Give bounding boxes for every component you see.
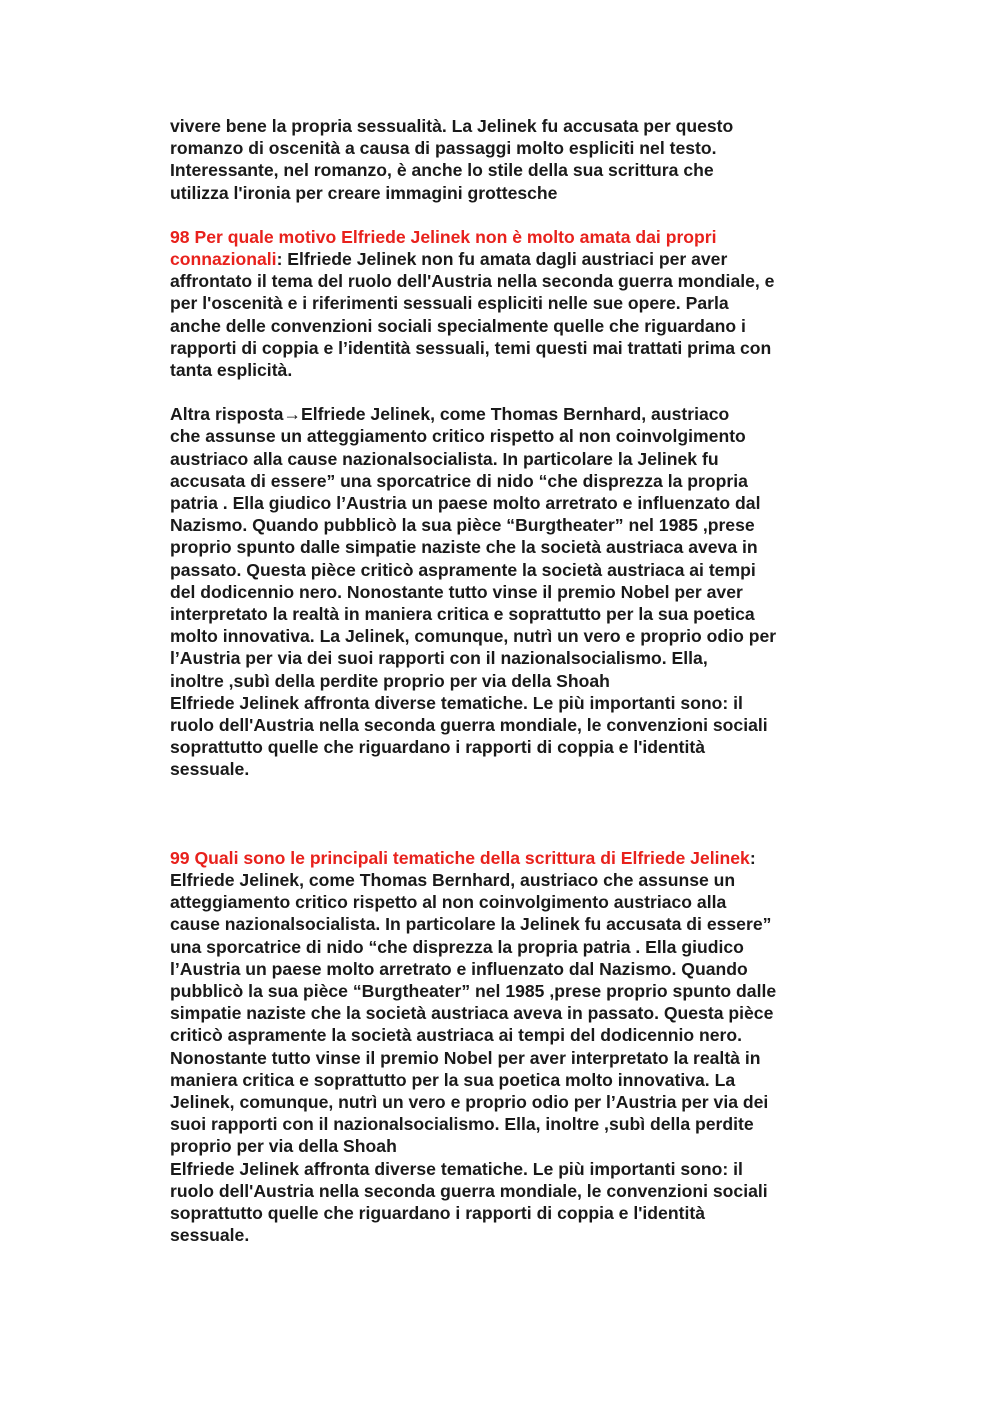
question-99 xyxy=(170,847,840,1158)
question-99-heading: 99 Quali sono le principali tematiche della scrittura di Elfriede Jelinek xyxy=(170,847,750,868)
question-98-heading: 98 Per quale motivo Elfriede Jelinek non è molto amata dai propri connazionali xyxy=(170,226,717,270)
question-98 xyxy=(170,226,840,381)
alternative-answer-tail: Elfriede Jelinek affronta diverse tematiche. Le più importanti sono: il ruolo dell'Austria nella seconda guerra mondiale, le convenzioni sociali soprattutto quelle che riguardano i rapporti di coppia e l'identità sessuale. xyxy=(170,692,768,780)
question-99-tail: Elfriede Jelinek affronta diverse tematiche. Le più importanti sono: il ruolo dell'Austria nella seconda guerra mondiale, le convenzioni sociali soprattutto quelle che riguardano i rapporti di coppia e l'identità sessuale. xyxy=(170,1158,768,1246)
right-arrow-icon: → xyxy=(283,404,302,425)
paragraph-spacer xyxy=(170,204,840,226)
question-99-colon: : xyxy=(749,847,756,868)
document-body xyxy=(170,115,840,1246)
paragraph-intro: vivere bene la propria sessualità. La Jelinek fu accusata per questo romanzo di oscenità a causa di passaggi molto espliciti nel testo. Interessante, nel romanzo, è anche lo stile della sua scrittura che utilizza l'ironia per creare immagini grottesche xyxy=(170,116,734,203)
paragraph-spacer xyxy=(170,381,840,403)
alternative-answer xyxy=(170,403,840,692)
question-98-answer: : Elfriede Jelinek non fu amata dagli austriaci per aver affrontato il tema del ruolo dell'Austria nella seconda guerra mondiale, e per l'oscenità e i riferimenti sessuali espliciti nelle sue opere. Parla anche delle convenzioni sociali specialmente quelle che riguardano i rapporti di coppia e l’identità sessuali, temi questi mai trattati prima con tanta esplicità. xyxy=(170,249,775,381)
alternative-answer-prefix: Altra risposta xyxy=(170,404,284,425)
question-99-answer: Elfriede Jelinek, come Thomas Bernhard, austriaco che assunse un atteggiamento critico rispetto al non coinvolgimento austriaco alla cause nazionalsocialista. In particolare la Jelinek fu accusata di essere” una sporcatrice di nido “che disprezza la propria patria . Ella giudico l’Austria un paese molto arretrato e influenzato dal Nazismo. Quando pubblicò la sua pièce “Burgtheater” nel 1985 ,prese proprio spunto dalle simpatie naziste che la società austriaca aveva in passato. Questa pièce criticò aspramente la società austriaca ai tempi del dodicennio nero. Nonostante tutto vinse il premio Nobel per aver interpretato la realtà in maniera critica e soprattutto per la sua poetica molto innovativa. La Jelinek, comunque, nutrì un vero e proprio odio per l’Austria per via dei suoi rapporti con il nazionalsocialismo. Ella, inoltre ,subì della perdite proprio per via della Shoah xyxy=(170,869,777,1157)
alternative-answer-text: Elfriede Jelinek, come Thomas Bernhard, austriaco che assunse un atteggiamento critico rispetto al non coinvolgimento austriaco alla cause nazionalsocialista. In particolare la Jelinek fu accusata di essere” una sporcatrice di nido “che disprezza la propria patria . Ella giudico l’Austria un paese molto arretrato e influenzato dal Nazismo. Quando pubblicò la sua pièce “Burgtheater” nel 1985 ,prese proprio spunto dalle simpatie naziste che la società austriaca aveva in passato. Questa pièce criticò aspramente la società austriaca ai tempi del dodicennio nero. Nonostante tutto vinse il premio Nobel per aver interpretato la realtà in maniera critica e soprattutto per la sua poetica molto innovativa. La Jelinek, comunque, nutrì un vero e proprio odio per l’Austria per via dei suoi rapporti con il nazionalsocialismo. Ella, inoltre ,subì della perdite proprio per via della Shoah xyxy=(170,404,777,691)
paragraph-spacer xyxy=(170,781,840,847)
